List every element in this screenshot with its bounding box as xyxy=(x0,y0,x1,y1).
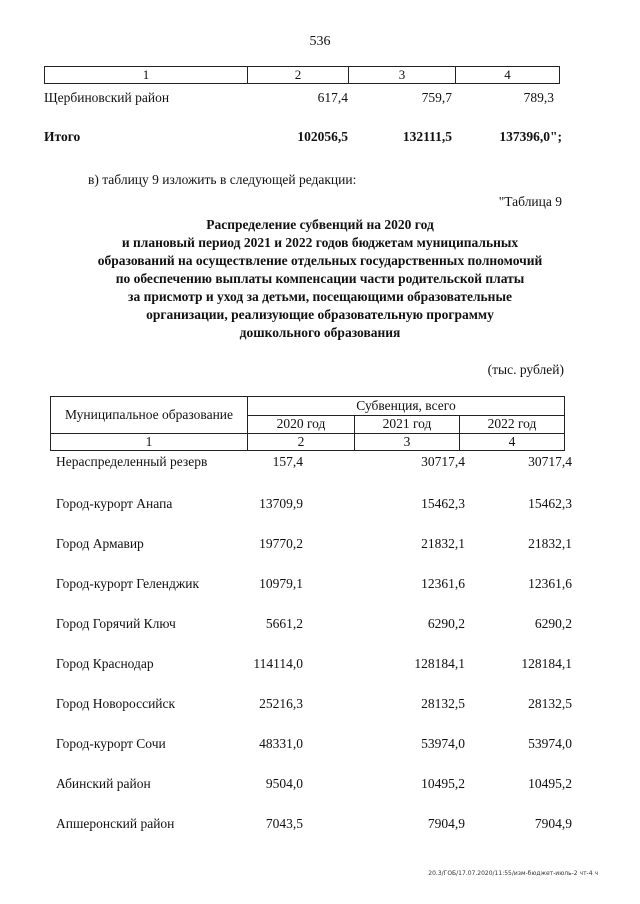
top-col-4: 4 xyxy=(456,67,560,84)
row-value-2021: 21832,1 xyxy=(421,536,465,551)
row-value-2022: 6290,2 xyxy=(534,616,572,631)
row-value-2020: 25216,3 xyxy=(259,696,303,711)
row-value-2020: 617,4 xyxy=(317,90,348,105)
total-value-2021: 132111,5 xyxy=(402,129,452,144)
col-subvention: Субвенция, всего xyxy=(248,397,565,416)
row-value-2022: 15462,3 xyxy=(528,496,572,511)
row-value-2021: 28132,5 xyxy=(421,696,465,711)
footer-code: 20.3/ГОБ/17.07.2020/11:55/изм-бюджет-июль-2 чт-4 ч xyxy=(428,870,598,877)
row-value-2022: 789,3 xyxy=(523,90,554,105)
row-value-2022: 12361,6 xyxy=(528,576,572,591)
row-value-2020: 48331,0 xyxy=(259,736,303,751)
title-line: дошкольного образования xyxy=(239,325,401,340)
row-name: Город Краснодар xyxy=(56,656,154,671)
col-municipality: Муниципальное образование xyxy=(51,397,248,434)
row-name: Город Новороссийск xyxy=(56,696,176,711)
page-number: 536 xyxy=(309,34,331,49)
col-number-1: 1 xyxy=(51,434,248,451)
row-value-2021: 15462,3 xyxy=(421,496,465,511)
col-number-3: 3 xyxy=(355,434,460,451)
top-col-3: 3 xyxy=(349,67,456,84)
row-value-2022: 10495,2 xyxy=(528,776,572,791)
total-value-2020: 102056,5 xyxy=(297,129,348,144)
col-number-2: 2 xyxy=(248,434,355,451)
row-value-2020: 10979,1 xyxy=(259,576,303,591)
units-label: (тыс. рублей) xyxy=(487,362,564,377)
row-value-2020: 5661,2 xyxy=(265,616,303,631)
title-line: по обеспечению выплаты компенсации части родительской платы xyxy=(115,271,525,286)
row-value-2020: 157,4 xyxy=(272,454,303,469)
top-col-1: 1 xyxy=(45,67,248,84)
title-line: и плановый период 2021 и 2022 годов бюджетам муниципальных xyxy=(121,235,519,250)
row-value-2021: 128184,1 xyxy=(414,656,465,671)
col-2022: 2022 год xyxy=(460,415,565,434)
row-name: Город-курорт Геленджик xyxy=(56,576,200,591)
row-value-2022: 28132,5 xyxy=(528,696,572,711)
row-value-2020: 7043,5 xyxy=(265,816,303,831)
row-value-2020: 9504,0 xyxy=(265,776,303,791)
col-number-4: 4 xyxy=(460,434,565,451)
main-table-header xyxy=(50,396,565,451)
top-table-header xyxy=(44,66,560,84)
instruction-text: в) таблицу 9 изложить в следующей редакции: xyxy=(88,172,357,187)
title-line: организации, реализующие образовательную программу xyxy=(146,307,494,322)
row-value-2022: 128184,1 xyxy=(521,656,572,671)
row-value-2021: 12361,6 xyxy=(421,576,465,591)
row-value-2020: 19770,2 xyxy=(259,536,303,551)
row-value-2021: 7904,9 xyxy=(427,816,465,831)
row-name: Город-курорт Анапа xyxy=(56,496,173,511)
row-name: Город-курорт Сочи xyxy=(56,736,166,751)
row-value-2022: 21832,1 xyxy=(528,536,572,551)
total-value-2022: 137396,0"; xyxy=(499,129,562,144)
col-2020: 2020 год xyxy=(248,415,355,434)
row-value-2021: 759,7 xyxy=(421,90,452,105)
row-name: Нераспределенный резерв xyxy=(56,454,208,469)
row-name: Город Горячий Ключ xyxy=(56,616,176,631)
row-name: Апшеронский район xyxy=(56,816,175,831)
row-value-2021: 30717,4 xyxy=(421,454,465,469)
title-line: за присмотр и уход за детьми, посещающими образовательные xyxy=(128,289,512,304)
table-title xyxy=(0,216,640,342)
title-line: Распределение субвенций на 2020 год xyxy=(206,217,434,232)
row-value-2022: 7904,9 xyxy=(534,816,572,831)
row-value-2021: 53974,0 xyxy=(421,736,465,751)
row-value-2021: 6290,2 xyxy=(427,616,465,631)
row-name: Щербиновский район xyxy=(44,90,170,105)
row-value-2022: 53974,0 xyxy=(528,736,572,751)
row-value-2021: 10495,2 xyxy=(421,776,465,791)
row-name: Город Армавир xyxy=(56,536,144,551)
row-name: Абинский район xyxy=(56,776,151,791)
table-label: "Таблица 9 xyxy=(498,194,562,209)
col-2021: 2021 год xyxy=(355,415,460,434)
row-value-2020: 13709,9 xyxy=(259,496,303,511)
row-value-2022: 30717,4 xyxy=(528,454,572,469)
title-line: образований на осуществление отдельных государственных полномочий xyxy=(97,253,543,268)
row-value-2020: 114114,0 xyxy=(253,656,303,671)
total-label: Итого xyxy=(44,129,81,144)
top-col-2: 2 xyxy=(248,67,349,84)
